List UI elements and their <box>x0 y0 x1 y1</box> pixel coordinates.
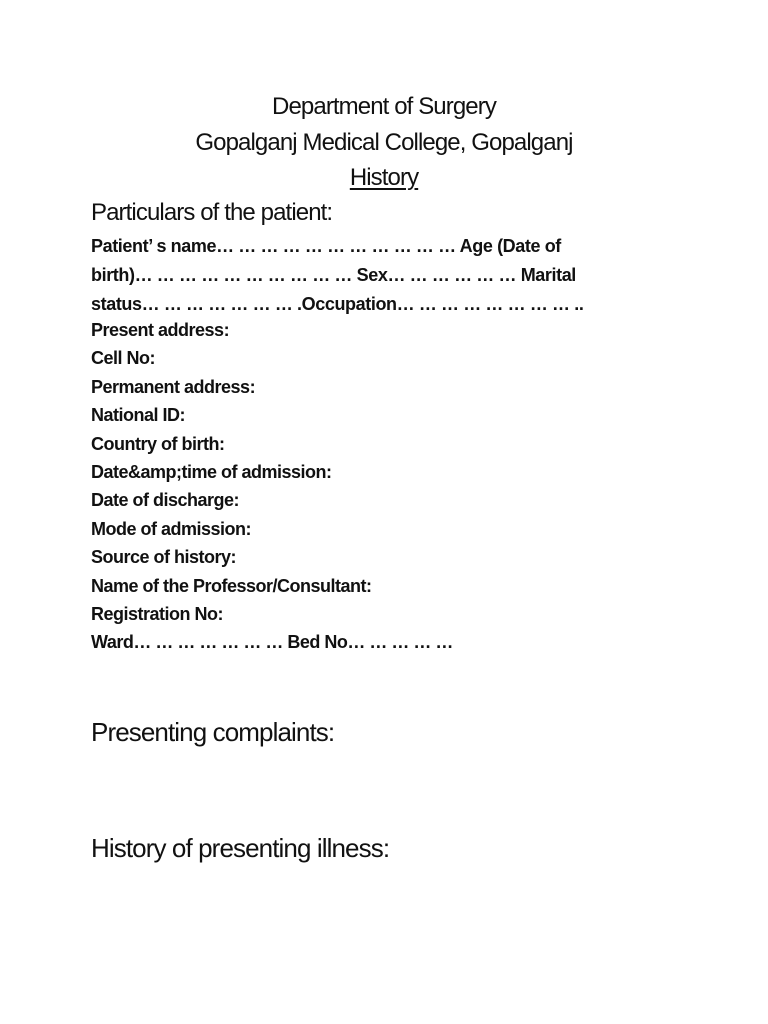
field-present-address: Present address: <box>91 320 230 340</box>
fill-dots: … … … … … … … … … <box>156 265 353 285</box>
history-presenting-illness-heading: History of presenting illness: <box>91 833 390 863</box>
field-registration-no: Registration No: <box>91 603 224 624</box>
field-admission-datetime: Date&amp;time of admission: <box>91 461 332 482</box>
patient-fields-list <box>91 316 453 657</box>
word: s name… <box>156 236 234 256</box>
field-ward-bed: Ward… … … … … … … Bed No… … … … … <box>91 632 453 653</box>
form-title: History <box>349 164 419 191</box>
field-national-id: National ID: <box>91 405 186 426</box>
field-discharge-date: Date of discharge: <box>91 490 240 511</box>
field-country-of-birth: Country of birth: <box>91 433 225 454</box>
field-consultant-name: Name of the Professor/Consultant: <box>91 575 372 596</box>
field-source-of-history: Source of history: <box>91 547 237 568</box>
birth-sex-line <box>91 261 676 290</box>
word: Age <box>459 236 493 256</box>
particulars-heading: Particulars of the patient: <box>91 199 333 226</box>
word: Patient’ <box>91 236 152 256</box>
department-heading: Department of Surgery <box>272 93 496 120</box>
word: birth)… <box>91 265 153 285</box>
presenting-complaints-heading: Presenting complaints: <box>91 717 335 747</box>
word: of <box>544 236 561 256</box>
fill-dots: … … … … … <box>409 265 517 285</box>
patient-details-paragraph <box>91 232 676 319</box>
fill-dots: … … … … … … … … … … <box>238 236 456 256</box>
status-occupation-line: status… … … … … … … .Occupation… … … … … … … … .. <box>91 294 584 314</box>
word: Marital <box>520 265 576 285</box>
patient-name-line <box>91 232 676 261</box>
college-heading: Gopalganj Medical College, Gopalganj <box>195 129 573 156</box>
field-cell-no: Cell No: <box>91 348 156 369</box>
word: (Date <box>497 236 541 256</box>
field-mode-of-admission: Mode of admission: <box>91 518 252 539</box>
word: Sex… <box>356 265 406 285</box>
field-permanent-address: Permanent address: <box>91 376 256 397</box>
